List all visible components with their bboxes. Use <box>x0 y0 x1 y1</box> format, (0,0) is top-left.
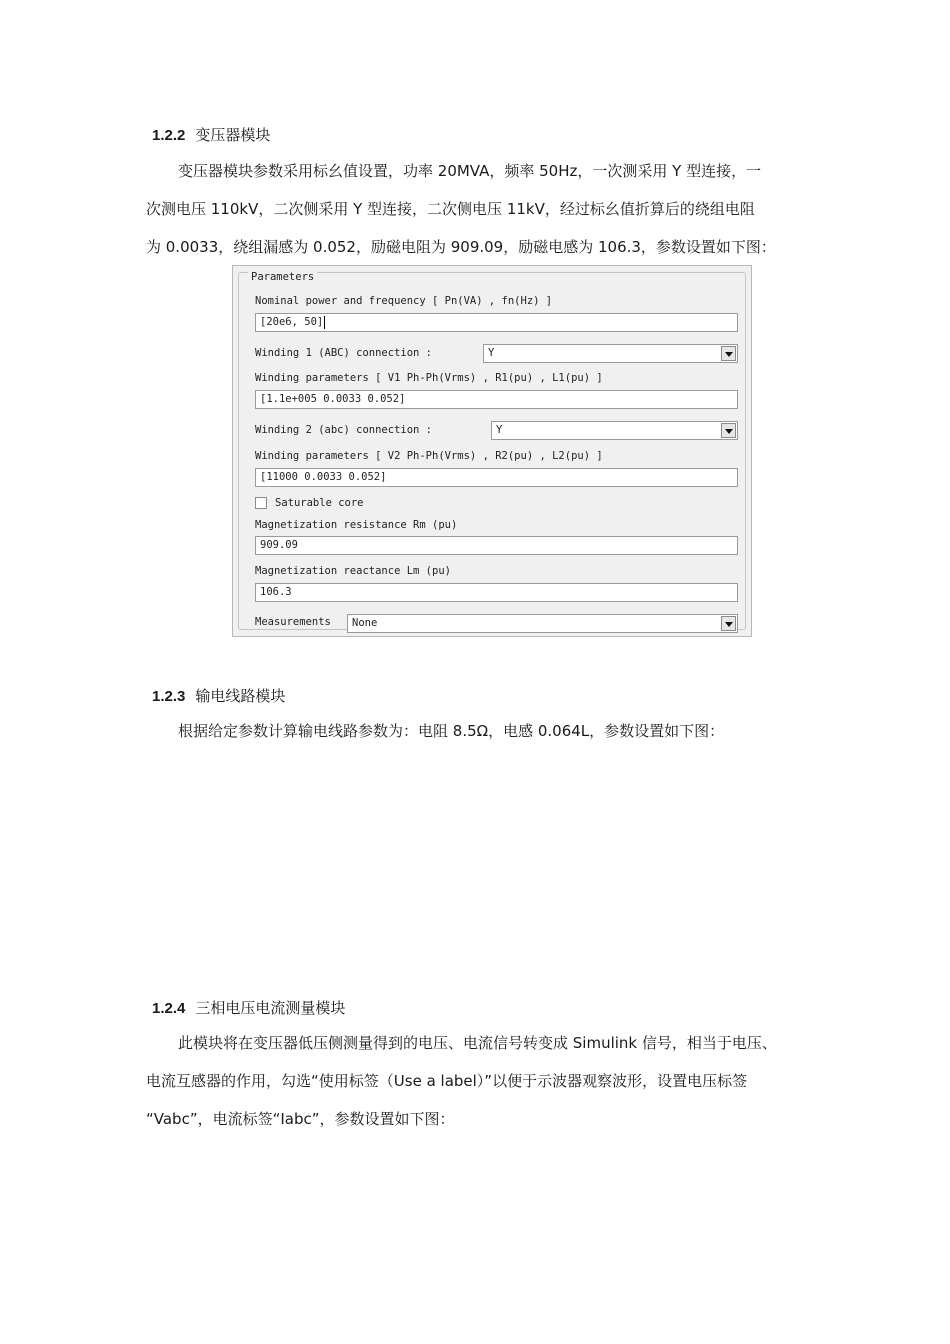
paragraph-line: 为 0.0033，绕组漏感为 0.052，励磁电阻为 909.09，励磁电感为 106.3，参数设置如下图： <box>146 238 776 256</box>
saturable-core-label: Saturable core <box>275 497 364 509</box>
paragraph-line: “Vabc”，电流标签“Iabc”，参数设置如下图： <box>146 1110 455 1128</box>
measurements-select[interactable] <box>347 614 738 633</box>
section-heading-1-2-4 <box>152 997 345 1018</box>
section-title: 三相电压电流测量模块 <box>195 999 346 1017</box>
paragraph-line: 电流互感器的作用，勾选“使用标签（Use a label）”以便于示波器观察波形，设置电压标签 <box>146 1072 748 1090</box>
section-number: 1.2.4 <box>152 1000 186 1017</box>
nominal-power-value: [20e6, 50] <box>260 316 324 328</box>
section-title: 输电线路模块 <box>195 687 286 705</box>
chevron-down-icon[interactable] <box>721 423 736 438</box>
saturable-core-checkbox[interactable] <box>255 497 267 509</box>
nominal-power-label: Nominal power and frequency [ Pn(VA) , fn(Hz) ] <box>255 295 553 307</box>
paragraph-line: 根据给定参数计算输电线路参数为：电阻 8.5Ω，电感 0.064L，参数设置如下图： <box>178 722 725 740</box>
winding2-connection-label: Winding 2 (abc) connection : <box>255 424 433 436</box>
lm-input[interactable]: 106.3 <box>255 583 738 602</box>
rm-label: Magnetization resistance Rm (pu) <box>255 519 458 531</box>
group-title: Parameters <box>248 271 317 283</box>
section-number: 1.2.2 <box>152 127 186 144</box>
section-heading-1-2-2 <box>152 124 270 145</box>
paragraph-line: 次测电压 110kV，二次侧采用 Y 型连接，二次侧电压 11kV，经过标幺值折算后的绕组电阻 <box>146 200 755 218</box>
paragraph-line: 此模块将在变压器低压侧测量得到的电压、电流信号转变成 Simulink 信号，相当于电压、 <box>178 1034 777 1052</box>
rm-input[interactable]: 909.09 <box>255 536 738 555</box>
winding1-connection-value: Y <box>488 347 495 359</box>
lm-label: Magnetization reactance Lm (pu) <box>255 565 451 577</box>
section-title: 变压器模块 <box>195 126 271 144</box>
text-caret <box>324 316 325 329</box>
chevron-down-icon[interactable] <box>721 616 736 631</box>
section-heading-1-2-3 <box>152 685 285 706</box>
measurements-value: None <box>352 617 378 629</box>
transformer-parameters-dialog <box>232 265 752 637</box>
paragraph-line: 变压器模块参数采用标幺值设置，功率 20MVA，频率 50Hz，一次测采用 Y 型连接，一 <box>178 162 762 180</box>
section-number: 1.2.3 <box>152 688 186 705</box>
winding2-params-input[interactable]: [11000 0.0033 0.052] <box>255 468 738 487</box>
winding1-connection-select[interactable] <box>483 344 738 363</box>
nominal-power-input[interactable] <box>255 313 738 332</box>
winding2-params-label: Winding parameters [ V2 Ph-Ph(Vrms) , R2(pu) , L2(pu) ] <box>255 450 603 462</box>
winding2-connection-value: Y <box>496 424 503 436</box>
winding1-params-label: Winding parameters [ V1 Ph-Ph(Vrms) , R1(pu) , L1(pu) ] <box>255 372 603 384</box>
parameters-group <box>238 272 746 630</box>
chevron-down-icon[interactable] <box>721 346 736 361</box>
winding1-params-input[interactable]: [1.1e+005 0.0033 0.052] <box>255 390 738 409</box>
paragraph-transformer <box>146 152 776 266</box>
winding2-connection-select[interactable] <box>491 421 738 440</box>
paragraph-transmission-line <box>146 712 724 750</box>
winding1-connection-label: Winding 1 (ABC) connection : <box>255 347 433 359</box>
measurements-label: Measurements <box>255 616 331 628</box>
paragraph-measurement <box>146 1024 777 1138</box>
